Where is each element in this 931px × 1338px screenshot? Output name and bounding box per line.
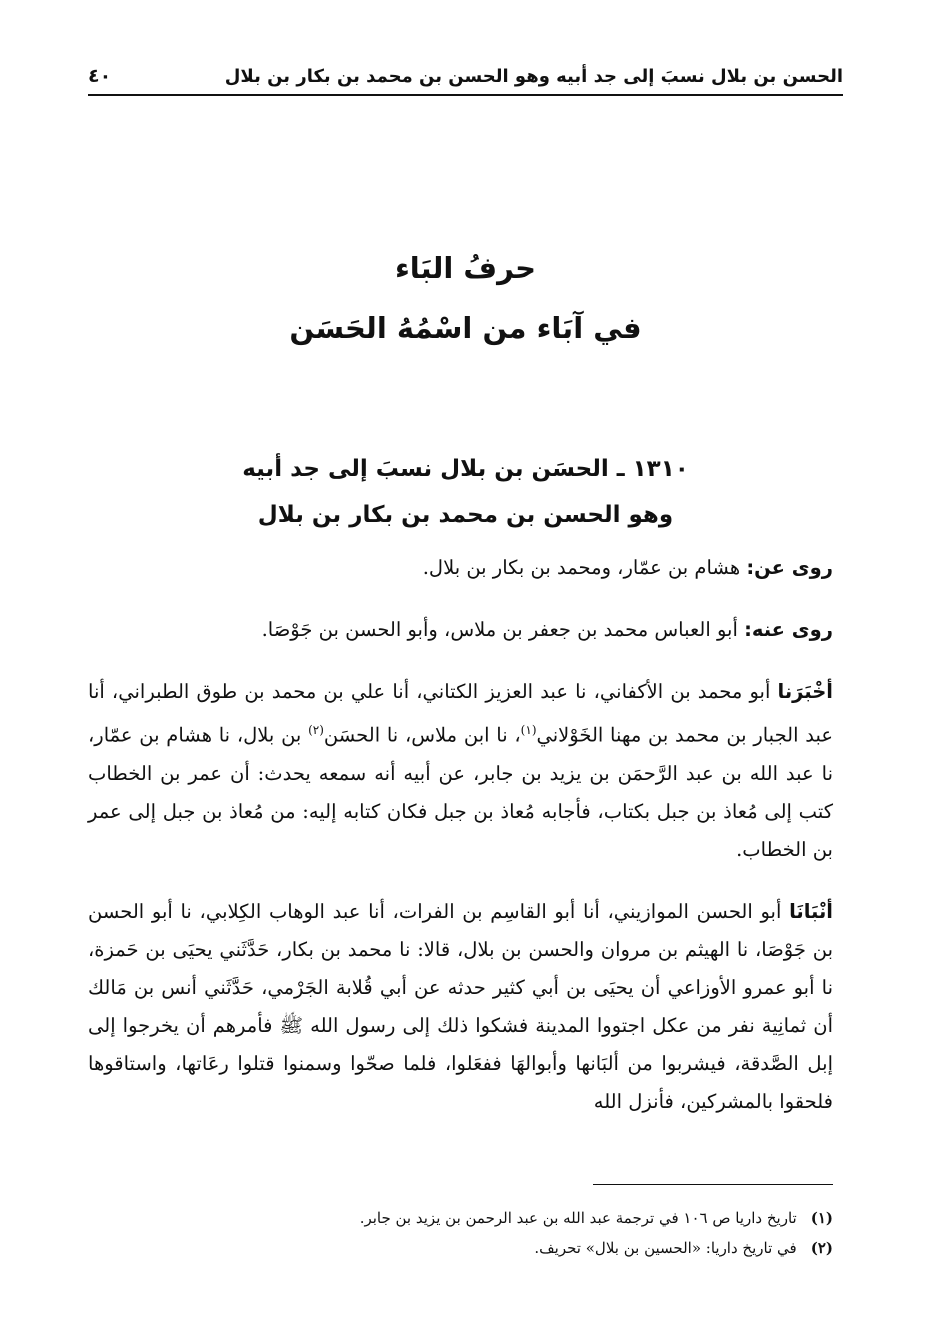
running-header [88, 58, 843, 96]
narrated-by-line [88, 611, 833, 649]
narrated-from-text: هشام بن عمّار، ومحمد بن بكار بن بلال. [422, 556, 747, 579]
paragraph-1-text-b: ، نا ابن ملاس، نا الحسَن [323, 723, 521, 747]
paragraph-1-text-c: بن بلال، نا هشام بن عمّار، نا عبد الله بن عبد الرَّحمَن بن يزيد بن جابر، عن أبيه أنه سمعه يحدث: أن عمر بن الخطاب كتب إلى مُعاذ بن جبل بكتاب، فأجابه مُعاذ بن جبل فكان كتابه إليه: من مُعاذ بن جبل إلى عمر بن الخطاب. [88, 723, 833, 861]
paragraph-1-lead: أخْبَرَنا [777, 680, 833, 703]
footnote-ref-1: (١) [520, 723, 537, 737]
narrated-by-label: روى عنه: [744, 618, 833, 641]
paragraph-2-lead: أنْبَانَا [789, 899, 833, 923]
paragraph-1 [88, 673, 833, 869]
footnote-item [88, 1203, 833, 1233]
entry-heading-line2: وهو الحسن بن محمد بن بكار بن بلال [257, 502, 674, 528]
paragraph-1-text-a: أبو محمد بن الأكفاني، نا عبد العزيز الكتاني، أنا علي بن محمد بن طوق الطبراني، أنا عبد الجبار بن محمد بن مهنا الخَوْلاني [88, 680, 833, 747]
page-number: ٤٠ [88, 65, 112, 87]
narrated-from-label: روى عن: [746, 556, 833, 579]
footnote-separator [593, 1184, 833, 1185]
paragraph-2 [88, 893, 833, 1121]
footnote-number: (١) [810, 1209, 833, 1227]
footnote-ref-2: (٢) [308, 723, 324, 737]
chapter-title [88, 238, 843, 358]
chapter-title-line2: في آبَاء من اسْمُهُ الحَسَن [289, 311, 642, 345]
entry-heading [88, 446, 843, 538]
paragraph-2-text: أبو الحسن الموازيني، أنا أبو القاسِم بن الفرات، أنا عبد الوهاب الكِلابي، نا أبو الحسن بن جَوْصَا، نا الهيثم بن مروان والحسن بن بلال، قالا: نا محمد بن بكار، حَدَّثَني يحيَى بن حَمزة، نا أبو عمرو الأوزاعي أن يحيَى بن أبي كثير حدثه عن أبي قُلابة الجَرْمي، حَدَّثَني أنس بن مَالك أن ثمانِية نفر من عكل اجتووا المدينة فشكوا ذلك إلى رسول الله ﷺ فأمرهم أن يخرجوا إلى إبل الصَّدقة، فيشربوا من ألبَانها وأبوالهَا ففعَلوا، فلما صحّوا وسمنوا قتلوا رعَاتها، واستاقوها فلحقوا بالمشركين، فأنزل الله [88, 899, 833, 1113]
running-title: الحسن بن بلال نسبَ إلى جد أبيه وهو الحسن بن محمد بن بكار بن بلال [224, 65, 843, 87]
entry-heading-line1: ١٣١٠ ـ الحسَن بن بلال نسبَ إلى جد أبيه [242, 456, 689, 482]
narrated-by-text: أبو العباس محمد بن جعفر بن ملاس، وأبو الحسن بن جَوْصَا. [261, 618, 745, 641]
body-text [88, 549, 833, 1121]
narrated-from-line [88, 549, 833, 587]
footnote-text: تاريخ داريا ص ١٠٦ في ترجمة عبد الله بن عبد الرحمن بن يزيد بن جابر. [359, 1209, 797, 1227]
footnote-text: في تاريخ داريا: «الحسين بن بلال» تحريف. [534, 1239, 797, 1257]
chapter-title-line1: حرفُ البَاء [394, 251, 537, 285]
footnote-number: (٢) [810, 1239, 833, 1257]
footnote-item [88, 1233, 833, 1263]
footnotes [88, 1203, 833, 1263]
